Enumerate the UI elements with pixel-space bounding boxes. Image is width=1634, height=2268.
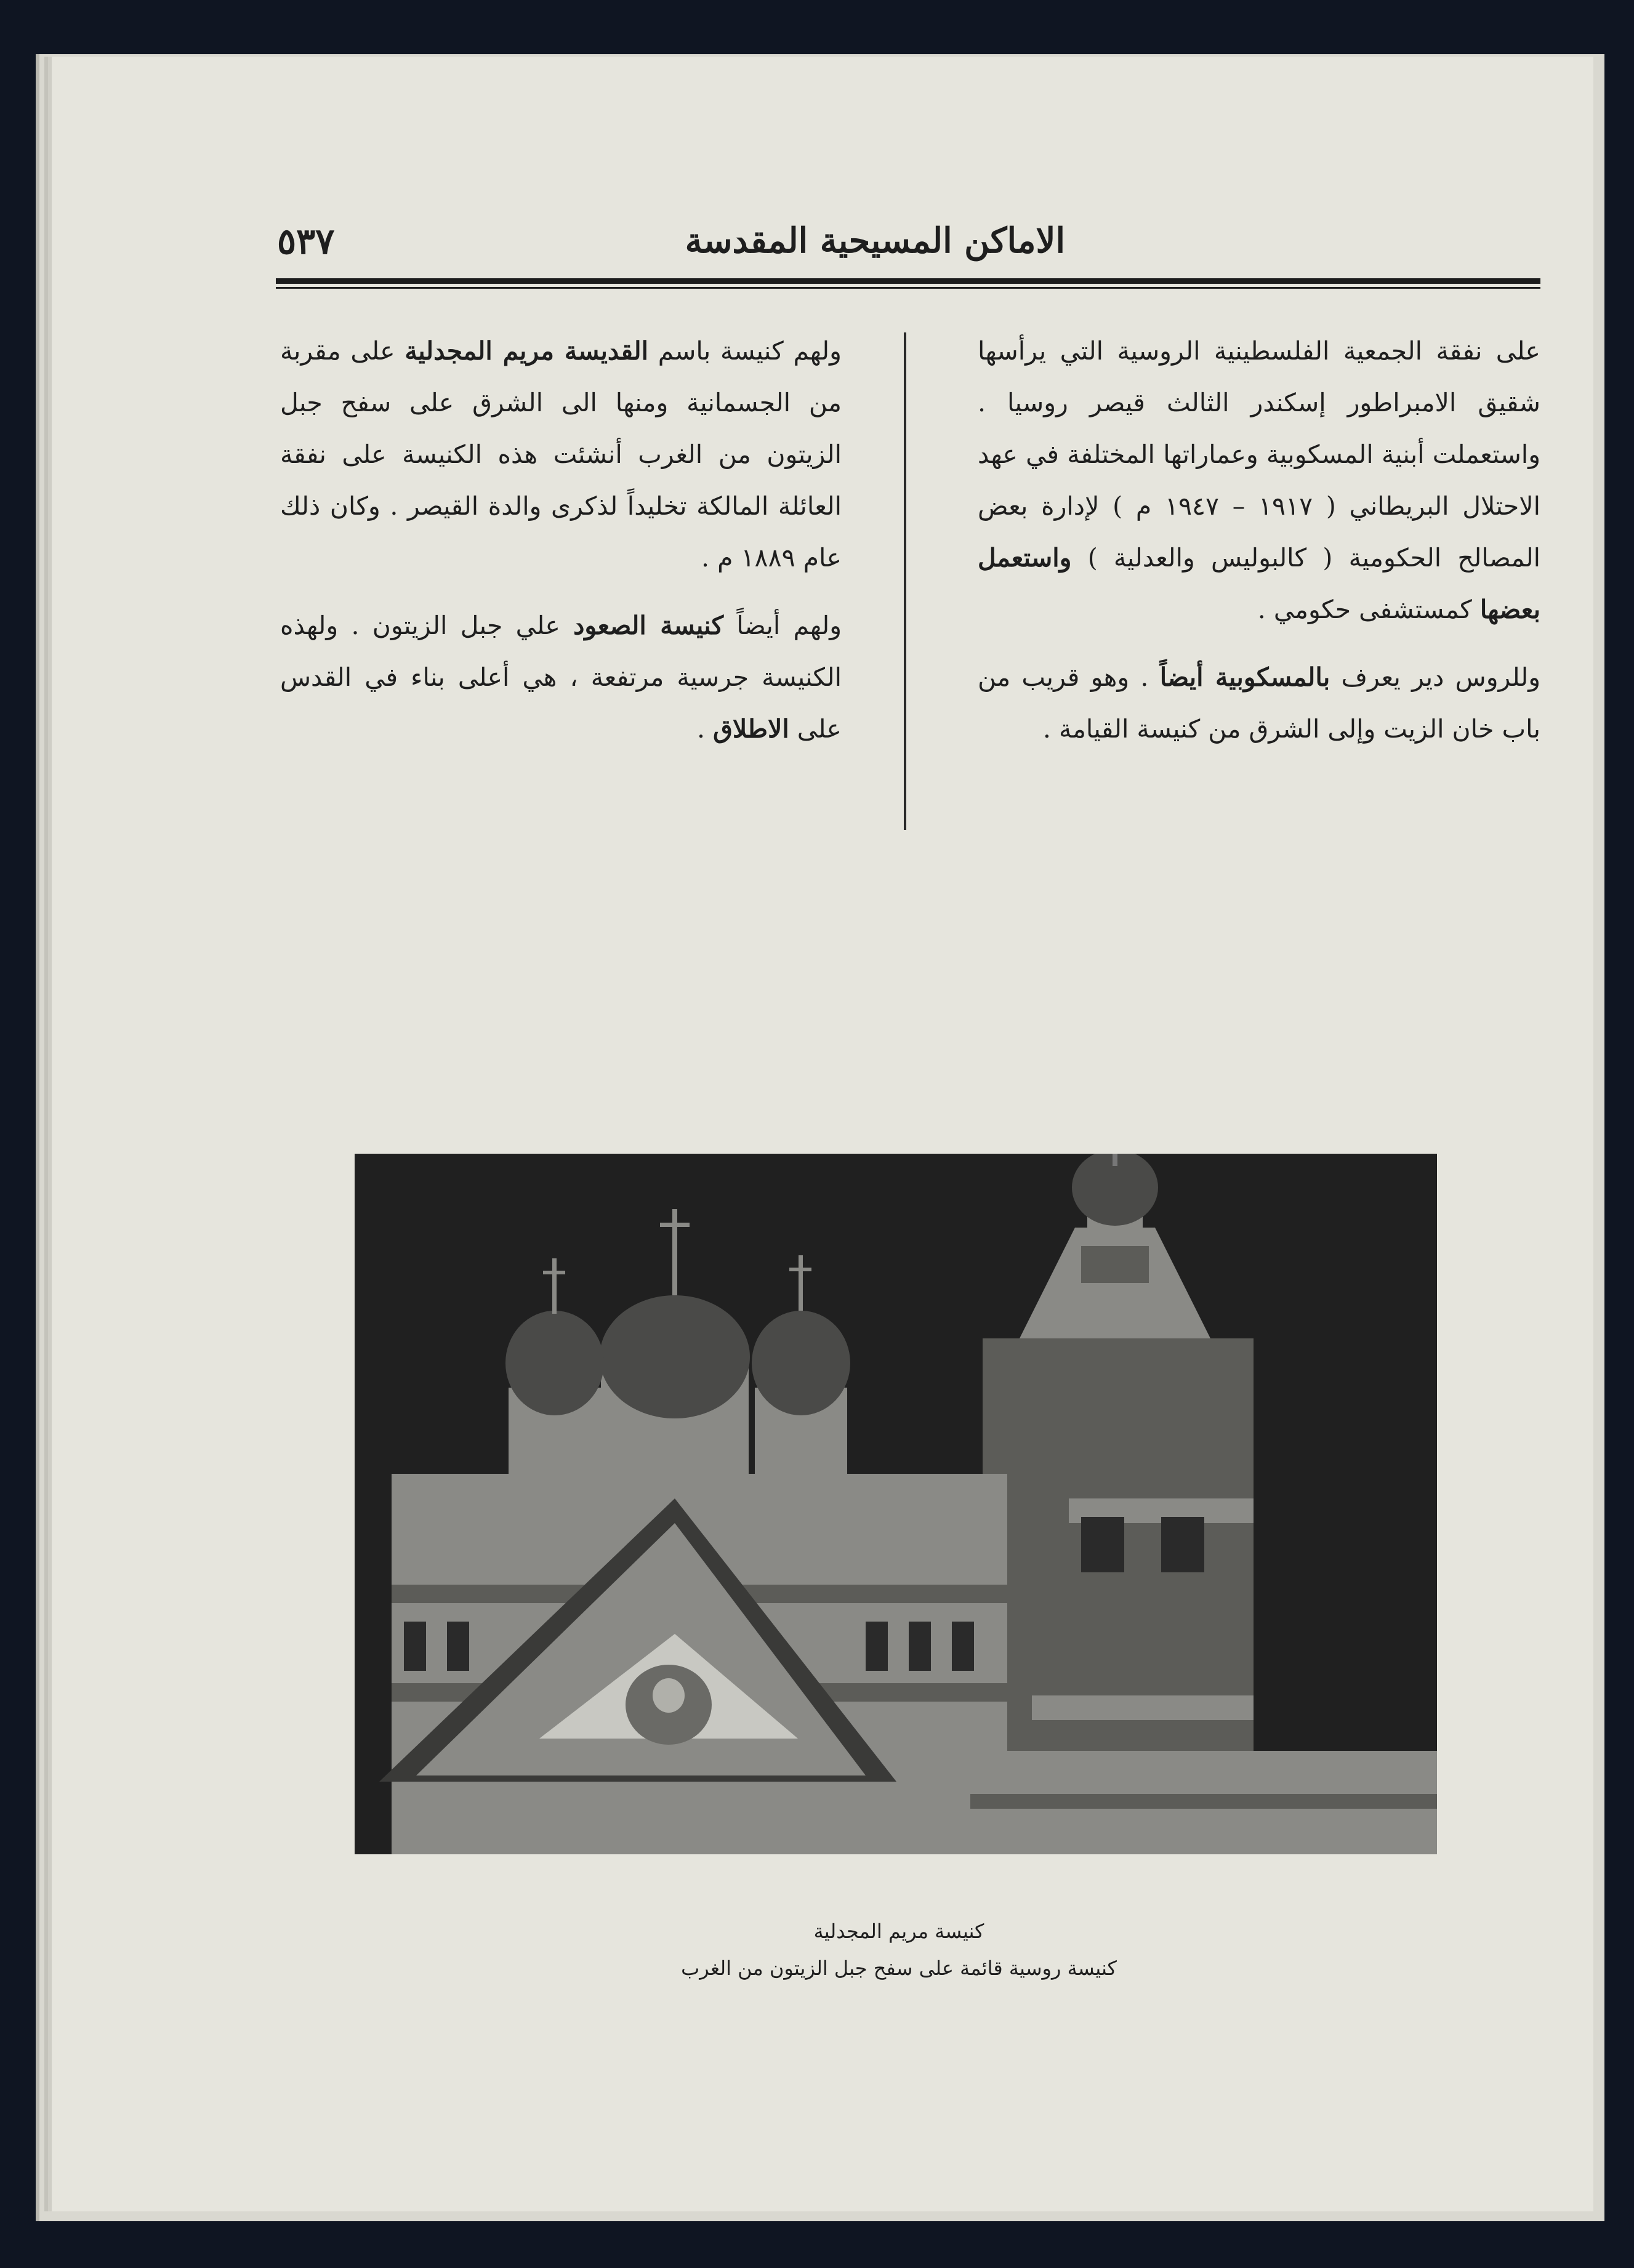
text-run: ولهم كنيسة باسم (648, 336, 842, 366)
photo-caption-subtitle: كنيسة روسية قائمة على سفح جبل الزيتون من الغرب (681, 1956, 1117, 1980)
text-run: وللروس دير يعرف (1330, 662, 1541, 692)
text-run: كمستشفى حكومي . (1257, 595, 1480, 624)
text-run: . وهو قريب من باب خان الزيت وإلى الشرق من كنيسة القيامة . (978, 662, 1540, 744)
right-column (978, 325, 1540, 755)
bold-run: كنيسة الصعود (573, 611, 724, 640)
text-run: على نفقة الجمعية الفلسطينية الروسية التي يرأسها شقيق الامبراطور إسكندر الثالث قيصر روسيا . واستعملت أبنية المسكوبية وعماراتها المختلفة في عهد الاحتلال البريطاني ( ١٩١٧ – ١٩٤٧ م ) لإدارة بعض المصالح الحكومية ( كالبوليس والعدلية ) (978, 336, 1540, 573)
right-paragraph-2 (978, 651, 1540, 755)
bold-run: القديسة مريم المجدلية (404, 336, 649, 366)
text-run: على مقربة من الجسمانية ومنها الى الشرق على سفح جبل الزيتون من الغرب أنشئت هذه الكنيسة على نفقة العائلة المالكة تخليداً لذكرى والدة القيصر . وكان ذلك عام ١٨٨٩ م . (280, 336, 842, 573)
text-run: . (696, 714, 714, 744)
church-photo (355, 1154, 1437, 1854)
page-number: ٥٣٧ (277, 220, 335, 262)
right-paragraph-1 (978, 325, 1540, 635)
left-paragraph-2 (280, 600, 842, 755)
header-rule-thin (276, 287, 1540, 289)
text-run: ولهم أيضاً (723, 611, 842, 640)
bold-run: الاطلاق (713, 714, 789, 744)
column-divider (904, 332, 906, 830)
text-run: علي جبل الزيتون . ولهذه الكنيسة جرسية مرتفعة ، هي أعلى بناء في القدس على (280, 611, 842, 744)
church-illustration (355, 1154, 1437, 1854)
photo-caption-title: كنيسة مريم المجدلية (813, 1920, 984, 1943)
left-paragraph-1 (280, 325, 842, 584)
bold-run: واستعمل بعضها (978, 543, 1540, 624)
left-column (280, 325, 842, 755)
bold-run: بالمسكوبية أيضاً (1159, 662, 1330, 692)
header-rule-thick (276, 278, 1540, 284)
running-header (277, 220, 1539, 282)
running-header-title: الاماكن المسيحية المقدسة (685, 220, 1065, 261)
